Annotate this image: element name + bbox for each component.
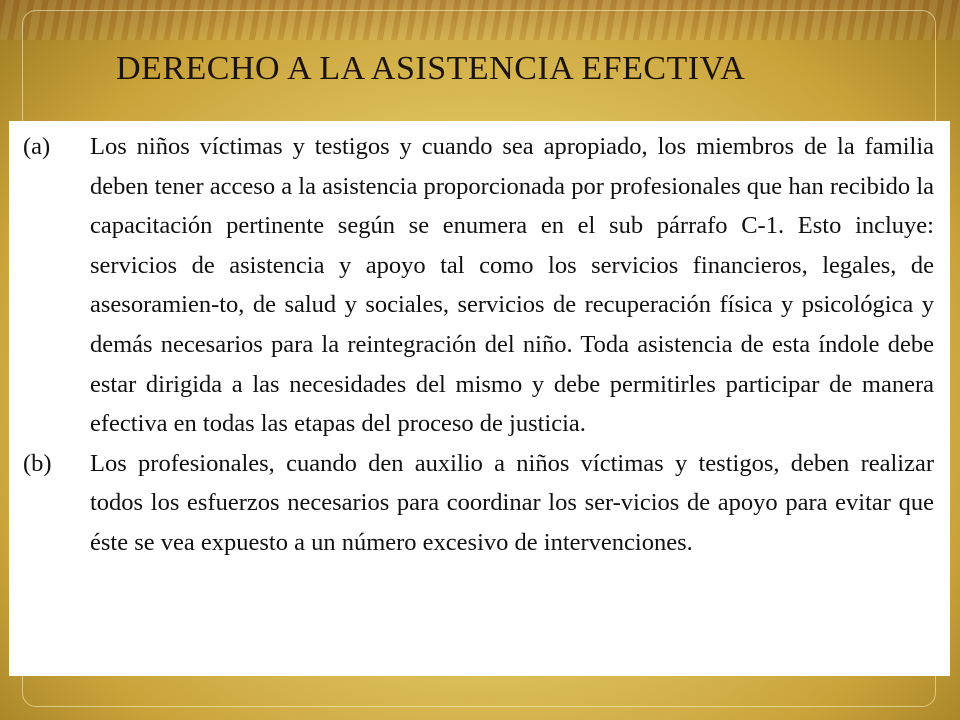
paragraph-a: [23, 127, 934, 444]
paragraph-a-marker: (a): [23, 133, 51, 160]
paragraph-b: [23, 444, 934, 563]
paragraph-b-text: Los profesionales, cuando den auxilio a niños víctimas y testigos, deben realizar todos los esfuerzos necesarios para coordinar los ser-vicios de apoyo para evitar que éste se vea expuesto a un número excesivo de intervenciones.: [90, 449, 934, 556]
paragraph-b-marker: (b): [23, 449, 52, 477]
slide-title: DERECHO A LA ASISTENCIA EFECTIVA: [116, 50, 746, 87]
document-excerpt: [9, 121, 950, 676]
paragraph-a-text: Los niños víctimas y testigos y cuando sea apropiado, los miembros de la familia deben tener acceso a la asistencia proporcionada por profesionales que han recibido la capacitación pertinente según se enumera en el sub párrafo C-1. Esto incluye: servicios de asistencia y apoyo tal como los servicios financieros, legales, de asesoramien-to, de salud y sociales, servicios de recuperación física y psicológica y demás necesarios para la reintegración del niño. Toda asistencia de esta índole debe estar dirigida a las necesidades del mismo y debe permitirles participar de manera efectiva en todas las etapas del proceso de justicia.: [90, 133, 934, 438]
